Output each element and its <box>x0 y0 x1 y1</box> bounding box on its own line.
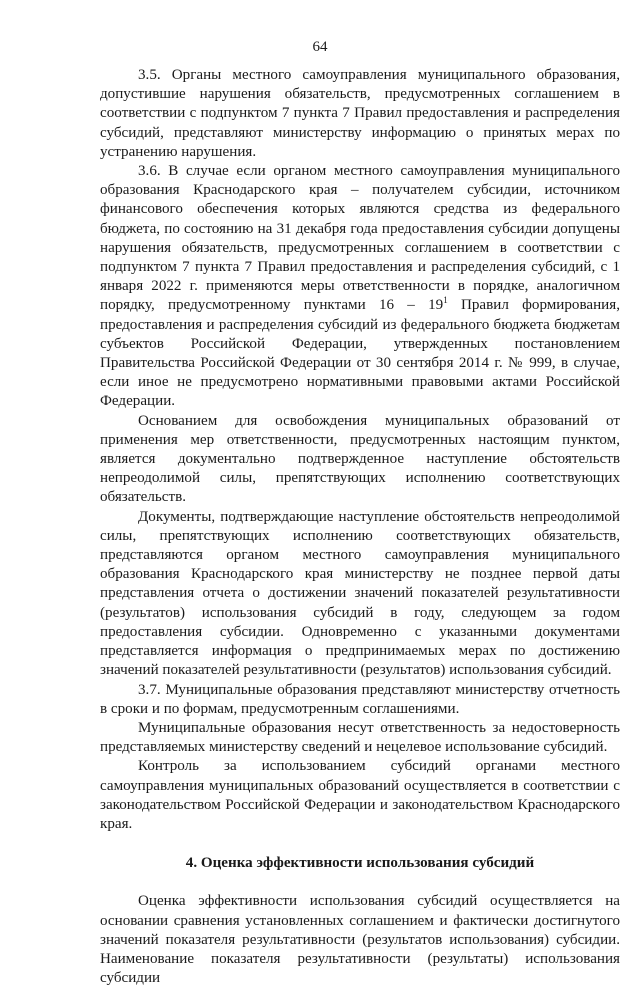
superscript-footnote: 1 <box>443 295 448 306</box>
paragraph-3-6-part-1: 3.6. В случае если органом местного самоуправления муниципального образования Краснодарского края – получателем субсидии, источником финансового обеспечения которых являются средства из федерального бюджета, по состоянию на 31 декабря года предоставления субсидии допущены нарушения обязательств, предусмотренных соглашением в соответствии с подпунктом 7 пункта 7 Правил предоставления и распределения субсидий, с 1 января 2022 г. применяются меры ответственности в порядке, аналогичном порядку, предусмотренному пунктами 16 – 19 <box>100 163 620 314</box>
paragraph-control: Контроль за использованием субсидий органами местного самоуправления муниципальных образований осуществляется в соответствии с законодательством Российской Федерации и законодательством Краснодарского края. <box>100 758 620 832</box>
document-body <box>100 66 620 988</box>
page-number: 64 <box>312 39 328 55</box>
paragraph-3-6-part-2: Правил формирования, предоставления и распределения субсидий из федерального бюджета бюджетам субъектов Российской Федерации, утвержденных постановлением Правительства Российской Федерации от 30 сентября 2014 г. № 999, в случае, если иное не предусмотрено нормативными правовыми актами Российской Федерации. <box>100 297 620 410</box>
paragraph-3-6 <box>100 162 620 412</box>
paragraph-documents: Документы, подтверждающие наступление обстоятельств непреодолимой силы, препятствующих исполнению соответствующих обязательств, представляются органом местного самоуправления муниципального образования Краснодарского края министерству не позднее первой даты представления отчета о достижении значений показателей результативности (результатов) использования субсидий в году, следующем за годом предоставления субсидии. Одновременно с указанными документами представляется информация о предпринимаемых мерах по достижению значений показателей результативности (результатов) использования субсидий. <box>100 508 620 679</box>
section-heading: 4. Оценка эффективности использования субсидий <box>185 855 535 872</box>
paragraph-exemption: Основанием для освобождения муниципальных образований от применения мер ответственности, предусмотренных настоящим пунктом, является документально подтвержденное наступление обстоятельств непреодолимой силы, препятствующих исполнению соответствующих обязательств. <box>100 412 620 506</box>
paragraph-3-7: 3.7. Муниципальные образования представляют министерству отчетность в сроки и по формам, предусмотренным соглашениями. <box>100 681 620 717</box>
paragraph-responsibility: Муниципальные образования несут ответственность за недостоверность представляемых министерству сведений и нецелевое использование субсидий. <box>100 719 620 756</box>
paragraph-evaluation: Оценка эффективности использования субсидий осуществляется на основании сравнения установленных соглашением и фактически достигнутого значений показателя результативности (результатов использования) субсидии. Наименование показателя результативности (результаты) использования субсидии <box>100 893 620 987</box>
paragraph-3-5: 3.5. Органы местного самоуправления муниципального образования, допустившие нарушения обязательств, предусмотренных соглашением в соответствии с подпунктом 7 пункта 7 Правил предоставления и распределения субсидий, представляют министерству информацию о принятых мерах по устранению нарушения. <box>100 67 620 160</box>
